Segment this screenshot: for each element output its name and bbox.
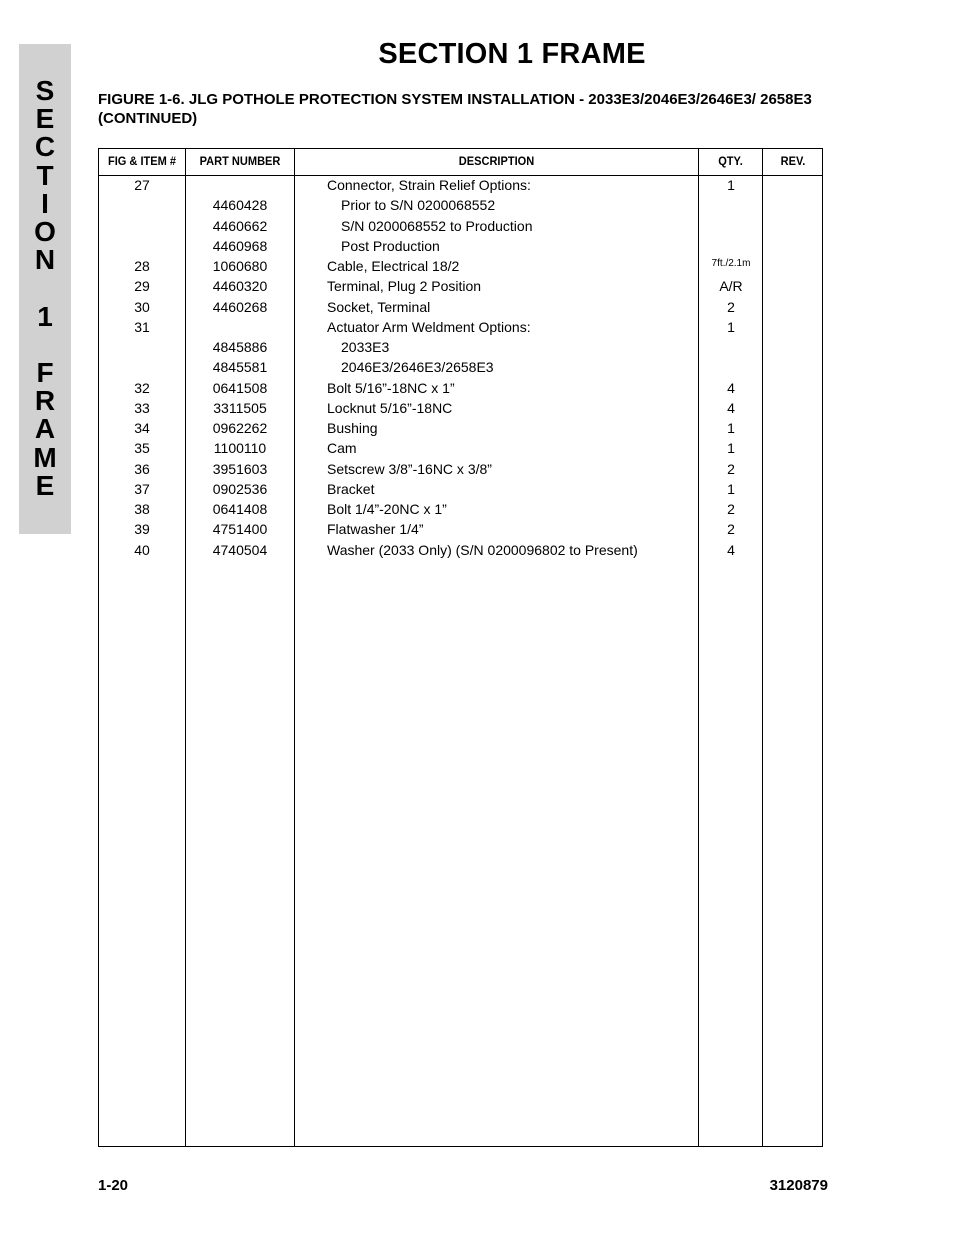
- quantity-cell: 1: [727, 420, 735, 436]
- quantity-cell: 1: [727, 480, 735, 497]
- side-tab-letter: M: [33, 441, 57, 473]
- parts-table: [98, 148, 823, 1147]
- part-number-cell: 0902536: [212, 480, 268, 497]
- description-cell: Setscrew 3/8”-16NC x 3/8”: [327, 460, 492, 477]
- quantity-cell: 4: [727, 541, 735, 558]
- quantity-cell: 2: [727, 501, 735, 517]
- side-tab-letter: S: [35, 75, 55, 106]
- table-row: [99, 319, 824, 339]
- description-cell: Connector, Strain Relief Options:: [327, 177, 531, 193]
- table-row: [99, 380, 824, 400]
- description-cell: 2033E3: [341, 339, 390, 355]
- figure-title: FIGURE 1-6. JLG POTHOLE PROTECTION SYSTEM INSTALLATION - 2033E3/2046E3/2646E3/ 2658E3 (CONTINUED): [98, 91, 812, 127]
- part-number-cell: 0962262: [212, 420, 268, 436]
- side-tab-letter: I: [41, 187, 49, 219]
- document-number: 3120879: [769, 1177, 828, 1194]
- side-tab-letter: E: [35, 469, 55, 501]
- description-cell: Bolt 5/16”-18NC x 1”: [327, 379, 455, 396]
- part-number-cell: 4845581: [212, 359, 268, 376]
- quantity-cell: 1: [727, 318, 735, 335]
- item-number-cell: 28: [134, 258, 150, 274]
- item-number-cell: 40: [134, 541, 150, 558]
- side-tab-letter: C: [34, 131, 56, 163]
- table-row: [99, 197, 824, 217]
- item-number-cell: 34: [134, 420, 150, 436]
- side-tab-letter: N: [34, 244, 56, 276]
- table-row: [99, 299, 824, 319]
- side-tab-letter: R: [34, 385, 56, 417]
- description-cell: 2046E3/2646E3/2658E3: [341, 359, 494, 376]
- description-cell: Actuator Arm Weldment Options:: [327, 318, 531, 335]
- part-number-cell: 3311505: [213, 399, 267, 416]
- part-number-cell: 1060680: [212, 258, 268, 274]
- description-cell: Prior to S/N 0200068552: [341, 197, 496, 214]
- table-row: [99, 481, 824, 501]
- quantity-cell: 1: [727, 177, 735, 193]
- item-number-cell: 33: [134, 399, 150, 416]
- description-cell: Terminal, Plug 2 Position: [327, 278, 482, 295]
- table-row: [99, 238, 824, 258]
- part-number-cell: 4751400: [212, 521, 268, 538]
- description-cell: Cam: [327, 440, 357, 457]
- item-number-cell: 31: [134, 318, 150, 335]
- quantity-cell: 2: [727, 521, 735, 538]
- item-number-cell: 27: [134, 177, 150, 193]
- table-row: [99, 400, 824, 420]
- item-number-cell: 29: [134, 278, 150, 295]
- side-tab-letter: O: [34, 216, 56, 247]
- part-number-cell: 4845886: [212, 339, 268, 355]
- part-number-cell: 4460268: [212, 298, 268, 315]
- quantity-cell: 1: [727, 440, 735, 457]
- item-number-cell: 38: [134, 501, 150, 517]
- table-row: [99, 461, 824, 481]
- item-number-cell: 30: [134, 298, 150, 315]
- table-row: [99, 218, 824, 238]
- item-number-cell: 36: [134, 460, 150, 477]
- header-rev: REV.: [780, 154, 806, 168]
- item-number-cell: 35: [134, 440, 150, 457]
- section-side-tab: [19, 44, 71, 534]
- part-number-cell: 4460662: [212, 217, 268, 234]
- quantity-cell: 4: [727, 399, 735, 416]
- description-cell: Washer (2033 Only) (S/N 0200096802 to Present): [327, 541, 638, 558]
- quantity-cell: 4: [727, 379, 735, 396]
- header-part-number: PART NUMBER: [199, 154, 281, 168]
- table-row: [99, 501, 824, 521]
- side-tab-letter: E: [35, 103, 55, 135]
- description-cell: Bushing: [327, 420, 378, 436]
- quantity-cell: 2: [727, 460, 735, 477]
- table-row: [99, 177, 824, 197]
- description-cell: S/N 0200068552 to Production: [341, 217, 533, 234]
- description-cell: Cable, Electrical 18/2: [327, 258, 460, 274]
- table-row: [99, 278, 824, 298]
- table-row: [99, 258, 824, 278]
- quantity-cell: 7ft./2.1m: [711, 258, 751, 269]
- part-number-cell: 3951603: [212, 460, 268, 477]
- side-tab-letter: T: [36, 159, 54, 191]
- table-row: [99, 521, 824, 541]
- side-tab-letter: A: [34, 413, 56, 445]
- description-cell: Locknut 5/16”-18NC: [327, 399, 453, 416]
- part-number-cell: 4460320: [212, 278, 268, 295]
- table-row: [99, 339, 824, 359]
- item-number-cell: 39: [134, 521, 150, 538]
- header-description: DESCRIPTION: [458, 154, 535, 168]
- header-qty: QTY.: [718, 154, 743, 168]
- table-row: [99, 542, 824, 562]
- description-cell: Flatwasher 1/4”: [327, 521, 424, 538]
- description-cell: Bracket: [327, 480, 375, 497]
- item-number-cell: 32: [134, 379, 150, 396]
- table-row: [99, 420, 824, 440]
- item-number-cell: 37: [134, 480, 150, 497]
- part-number-cell: 4740504: [212, 541, 268, 558]
- part-number-cell: 0641508: [212, 379, 268, 396]
- part-number-cell: 0641408: [212, 501, 268, 517]
- page-number: 1-20: [98, 1177, 129, 1194]
- table-row: [99, 440, 824, 460]
- section-title: SECTION 1 FRAME: [378, 38, 646, 70]
- description-cell: Post Production: [341, 237, 440, 254]
- part-number-cell: 4460968: [212, 237, 268, 254]
- quantity-cell: 2: [727, 298, 735, 315]
- table-row: [99, 359, 824, 379]
- header-item: FIG & ITEM #: [107, 154, 177, 168]
- part-number-cell: 4460428: [212, 197, 268, 214]
- header-divider: [99, 175, 822, 176]
- description-cell: Bolt 1/4”-20NC x 1”: [327, 501, 447, 517]
- quantity-cell: A/R: [719, 278, 743, 295]
- part-number-cell: 1100110: [213, 440, 267, 457]
- side-tab-letter: 1: [37, 300, 53, 332]
- description-cell: Socket, Terminal: [327, 298, 431, 315]
- side-tab-letter: F: [36, 357, 54, 388]
